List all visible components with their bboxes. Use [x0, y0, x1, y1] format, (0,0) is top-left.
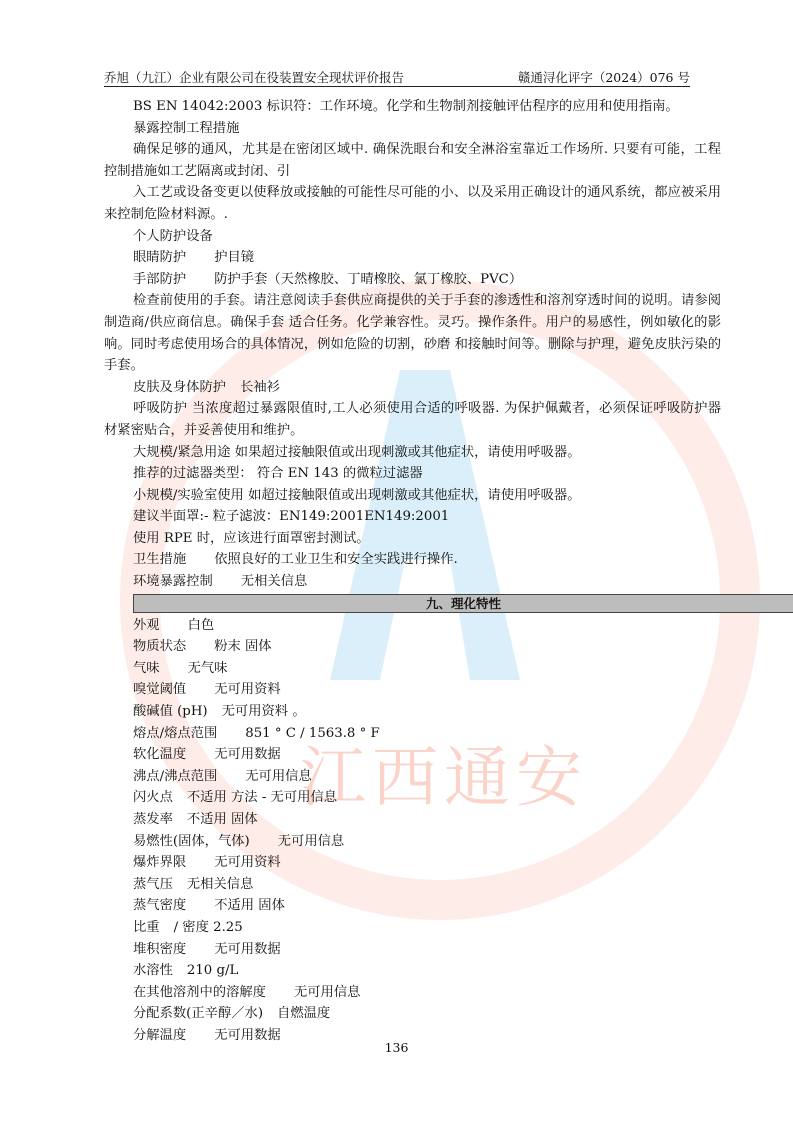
property-label: 嗅觉阈值 — [133, 682, 187, 698]
paragraph: 入工艺或设备变更以使释放或接触的可能性尽可能的小、以及采用正确设计的通风系统，都应被采用来控制危险材料源。. — [104, 185, 721, 222]
row-value: 护目镜 — [214, 250, 255, 266]
property-label: 易燃性(固体，气体) — [133, 833, 250, 849]
property-value: 无可用数据 — [214, 1027, 281, 1043]
property-label: 酸碱值 (pH) — [133, 704, 208, 720]
property-label: 软化温度 — [133, 747, 187, 763]
property-label: 沸点/沸点范围 — [133, 768, 218, 784]
property-value: / 密度 2.25 — [173, 919, 243, 935]
property-value: 不适用 方法 - 无可用信息 — [186, 790, 338, 806]
hygiene-row — [104, 549, 721, 571]
property-label: 水溶性 — [133, 963, 173, 979]
paragraph: 个人防护设备 — [133, 228, 213, 244]
property-label: 蒸气密度 — [133, 898, 187, 914]
section-title: 九、理化特性 — [133, 594, 793, 613]
property-value: 无相关信息 — [186, 876, 254, 892]
hand-protection-row — [104, 269, 721, 291]
property-row — [104, 917, 721, 939]
property-value: 白色 — [187, 617, 215, 633]
row-label: 眼睛防护 — [133, 250, 187, 266]
row-label: 皮肤及身体防护 — [133, 379, 227, 395]
property-row — [104, 636, 721, 658]
property-value: 851 ° C / 1563.8 ° F — [245, 725, 380, 741]
property-label: 蒸发率 — [133, 812, 173, 827]
property-value: 不适用 固体 — [186, 812, 258, 827]
property-row — [104, 809, 721, 831]
property-row — [104, 874, 721, 896]
property-value: 无可用资料 — [214, 855, 281, 871]
property-value: 无可用资料 。 — [221, 704, 306, 720]
property-value: 无可用信息 — [293, 984, 361, 1000]
header-title: 乔旭（九江）企业有限公司在役装置安全现状评价报告 — [104, 70, 405, 85]
property-label: 在其他溶剂中的溶解度 — [133, 984, 266, 1000]
row-value: 防护手套（天然橡胶、丁晴橡胶、氯丁橡胶、PVC） — [214, 271, 523, 287]
paragraph: 建议半面罩:- 粒子滤波：EN149:2001EN149:2001 — [133, 509, 450, 525]
paragraph: 检查前使用的手套。请注意阅读手套供应商提供的关于手套的渗透性和溶剂穿透时间的说明。请参阅制造商/供应商信息。确保手套 适合任务。化学兼容性。灵巧。操作条件。用户的易感性，例如敏化的影响。同时考虑使用场合的具体情况，例如危险的切割，砂磨 和接触时间等。删除与护理，避免皮肤污染的手套。 — [104, 293, 721, 374]
property-row — [104, 658, 721, 680]
property-label: 闪火点 — [133, 790, 173, 806]
property-label: 外观 — [133, 617, 160, 633]
paragraph: 确保足够的通风，尤其是在密闭区域中. 确保洗眼台和安全淋浴室靠近工作场所. 只要有可能，工程控制措施如工艺隔离或封闭、引 — [104, 142, 721, 179]
property-row — [104, 615, 721, 637]
property-row — [104, 679, 721, 701]
property-value: 不适用 固体 — [214, 898, 285, 914]
page-number: 136 — [384, 1040, 409, 1055]
property-value: 自燃温度 — [277, 1006, 331, 1022]
property-label: 堆积密度 — [133, 941, 187, 957]
row-label: 卫生措施 — [133, 552, 187, 568]
row-label: 环境暴露控制 — [133, 574, 213, 590]
property-row — [104, 852, 721, 874]
property-label: 分解温度 — [133, 1027, 187, 1043]
property-row — [104, 831, 721, 853]
property-row — [104, 982, 721, 1004]
property-label: 物质状态 — [133, 639, 187, 655]
environment-row — [104, 571, 721, 593]
property-label: 蒸气压 — [133, 876, 173, 892]
property-value: 无可用数据 — [214, 747, 281, 763]
row-value: 长袖衫 — [240, 379, 280, 395]
property-row — [104, 723, 721, 745]
property-label: 比重 — [133, 919, 160, 935]
property-value: 210 g/L — [186, 963, 239, 979]
property-row — [104, 766, 721, 788]
property-value: 无可用资料 — [214, 682, 281, 698]
paragraph: 使用 RPE 时，应该进行面罩密封测试。 — [133, 530, 370, 546]
row-value: 依照良好的工业卫生和安全实践进行操作. — [214, 552, 458, 568]
property-label: 气味 — [133, 660, 160, 676]
property-label: 熔点/熔点范围 — [133, 725, 218, 741]
paragraph: 呼吸防护 当浓度超过暴露限值时,工人必须使用合适的呼吸器. 为保护佩戴者，必须保证呼吸防护器材紧密贴合，并妥善使用和维护。 — [104, 401, 721, 438]
property-row — [104, 1003, 721, 1025]
row-value: 无相关信息 — [240, 574, 308, 590]
watermark-text: 江西通安 — [300, 739, 588, 816]
skin-protection-row — [104, 377, 721, 399]
paragraph: 推荐的过滤器类型： 符合 EN 143 的微粒过滤器 — [133, 466, 423, 482]
paragraph: BS EN 14042:2003 标识符：工作环境。化学和生物制剂接触评估程序的应用和使用指南。 — [133, 99, 679, 114]
eye-protection-row — [104, 247, 721, 269]
header-doc-number: 赣通浔化评字（2024）076 号 — [517, 70, 690, 85]
property-value: 无可用信息 — [277, 833, 345, 849]
paragraph: 暴露控制工程措施 — [133, 120, 240, 136]
property-value: 粉末 固体 — [214, 639, 272, 655]
property-label: 爆炸界限 — [133, 855, 187, 871]
row-label: 手部防护 — [133, 271, 187, 287]
property-row — [104, 895, 721, 917]
property-row — [104, 787, 721, 809]
property-value: 无可用信息 — [245, 768, 312, 784]
property-value: 无气味 — [187, 660, 228, 676]
page-content — [104, 96, 721, 1047]
property-row — [104, 939, 721, 961]
paragraph: 大规模/紧急用途 如果超过接触限值或出现刺激或其他症状，请使用呼吸器。 — [133, 444, 581, 460]
property-row — [104, 744, 721, 766]
paragraph: 小规模/实验室使用 如超过接触限值或出现刺激或其他症状，请使用呼吸器。 — [133, 487, 581, 503]
property-row — [104, 701, 721, 723]
property-row — [104, 960, 721, 982]
property-value: 无可用数据 — [214, 941, 281, 957]
page-header — [104, 68, 690, 87]
property-label: 分配系数(正辛醇／水) — [133, 1006, 264, 1022]
